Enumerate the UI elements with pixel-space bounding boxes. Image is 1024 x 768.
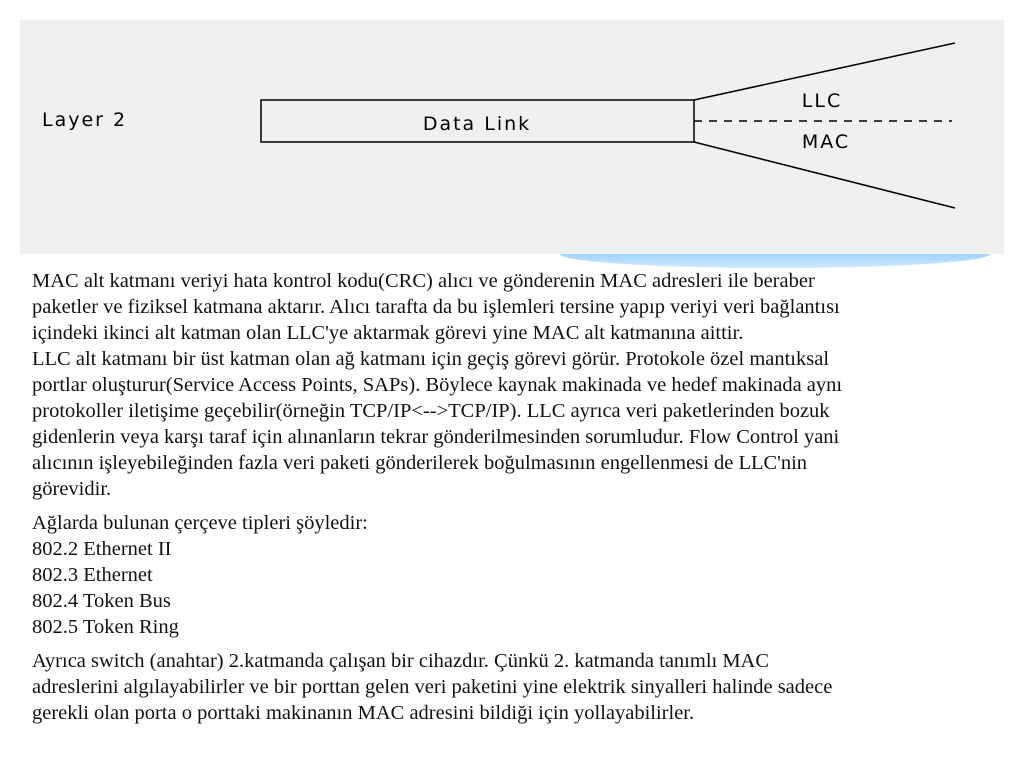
decorative-blue-arc bbox=[560, 254, 990, 268]
frame-type-item: 802.4 Token Bus bbox=[32, 590, 171, 612]
body-text bbox=[32, 268, 992, 726]
paragraph-mac-llc bbox=[32, 268, 992, 502]
frame-type-item: 802.2 Ethernet II bbox=[32, 538, 172, 560]
layer-label: Layer 2 bbox=[42, 109, 128, 131]
text-line: içindeki ikinci alt katman olan LLC'ye aktarmak görevi yine MAC alt katmanına aittir. bbox=[32, 322, 744, 344]
text-line: Ağlarda bulunan çerçeve tipleri şöyledir: bbox=[32, 512, 368, 534]
data-link-diagram bbox=[20, 20, 1004, 254]
text-line: alıcının işleyebileğinden fazla veri paketi gönderilerek boğulmasının engellenmesi de LLC'nin bbox=[32, 452, 808, 474]
diagram-svg bbox=[20, 20, 1004, 254]
text-line: paketler ve fiziksel katmana aktarır. Alıcı tarafta da bu işlemleri tersine yapıp veriyi veri bağlantısı bbox=[32, 296, 840, 318]
text-line: LLC alt katmanı bir üst katman olan ağ katmanı için geçiş görevi görür. Protokole özel mantıksal bbox=[32, 348, 830, 370]
text-line: görevidir. bbox=[32, 478, 112, 500]
text-line: adreslerini algılayabilirler ve bir porttan gelen veri paketini yine elektrik sinyalleri halinde sadece bbox=[32, 676, 833, 698]
paragraph-frame-types bbox=[32, 510, 992, 640]
text-line: Ayrıca switch (anahtar) 2.katmanda çalışan bir cihazdır. Çünkü 2. katmanda tanımlı MAC bbox=[32, 650, 770, 672]
text-line: gidenlerin veya karşı taraf için alınanların tekrar gönderilmesinden sorumludur. Flow Control yani bbox=[32, 426, 840, 448]
llc-label: LLC bbox=[801, 90, 843, 112]
frame-type-item: 802.5 Token Ring bbox=[32, 616, 179, 638]
text-line: portlar oluşturur(Service Access Points, SAPs). Böylece kaynak makinada ve hedef makinada aynı bbox=[32, 374, 843, 396]
text-line: MAC alt katmanı veriyi hata kontrol kodu(CRC) alıcı ve gönderenin MAC adresleri ile beraber bbox=[32, 270, 815, 292]
frame-type-item: 802.3 Ethernet bbox=[32, 564, 153, 586]
mac-label: MAC bbox=[801, 131, 851, 153]
paragraph-switch bbox=[32, 648, 992, 726]
text-line: protokoller iletişime geçebilir(örneğin TCP/IP<-->TCP/IP). LLC ayrıca veri paketlerinden bozuk bbox=[32, 400, 830, 422]
data-link-label: Data Link bbox=[422, 113, 532, 135]
text-line: gerekli olan porta o porttaki makinanın MAC adresini bildiği için yollayabilirler. bbox=[32, 702, 695, 724]
